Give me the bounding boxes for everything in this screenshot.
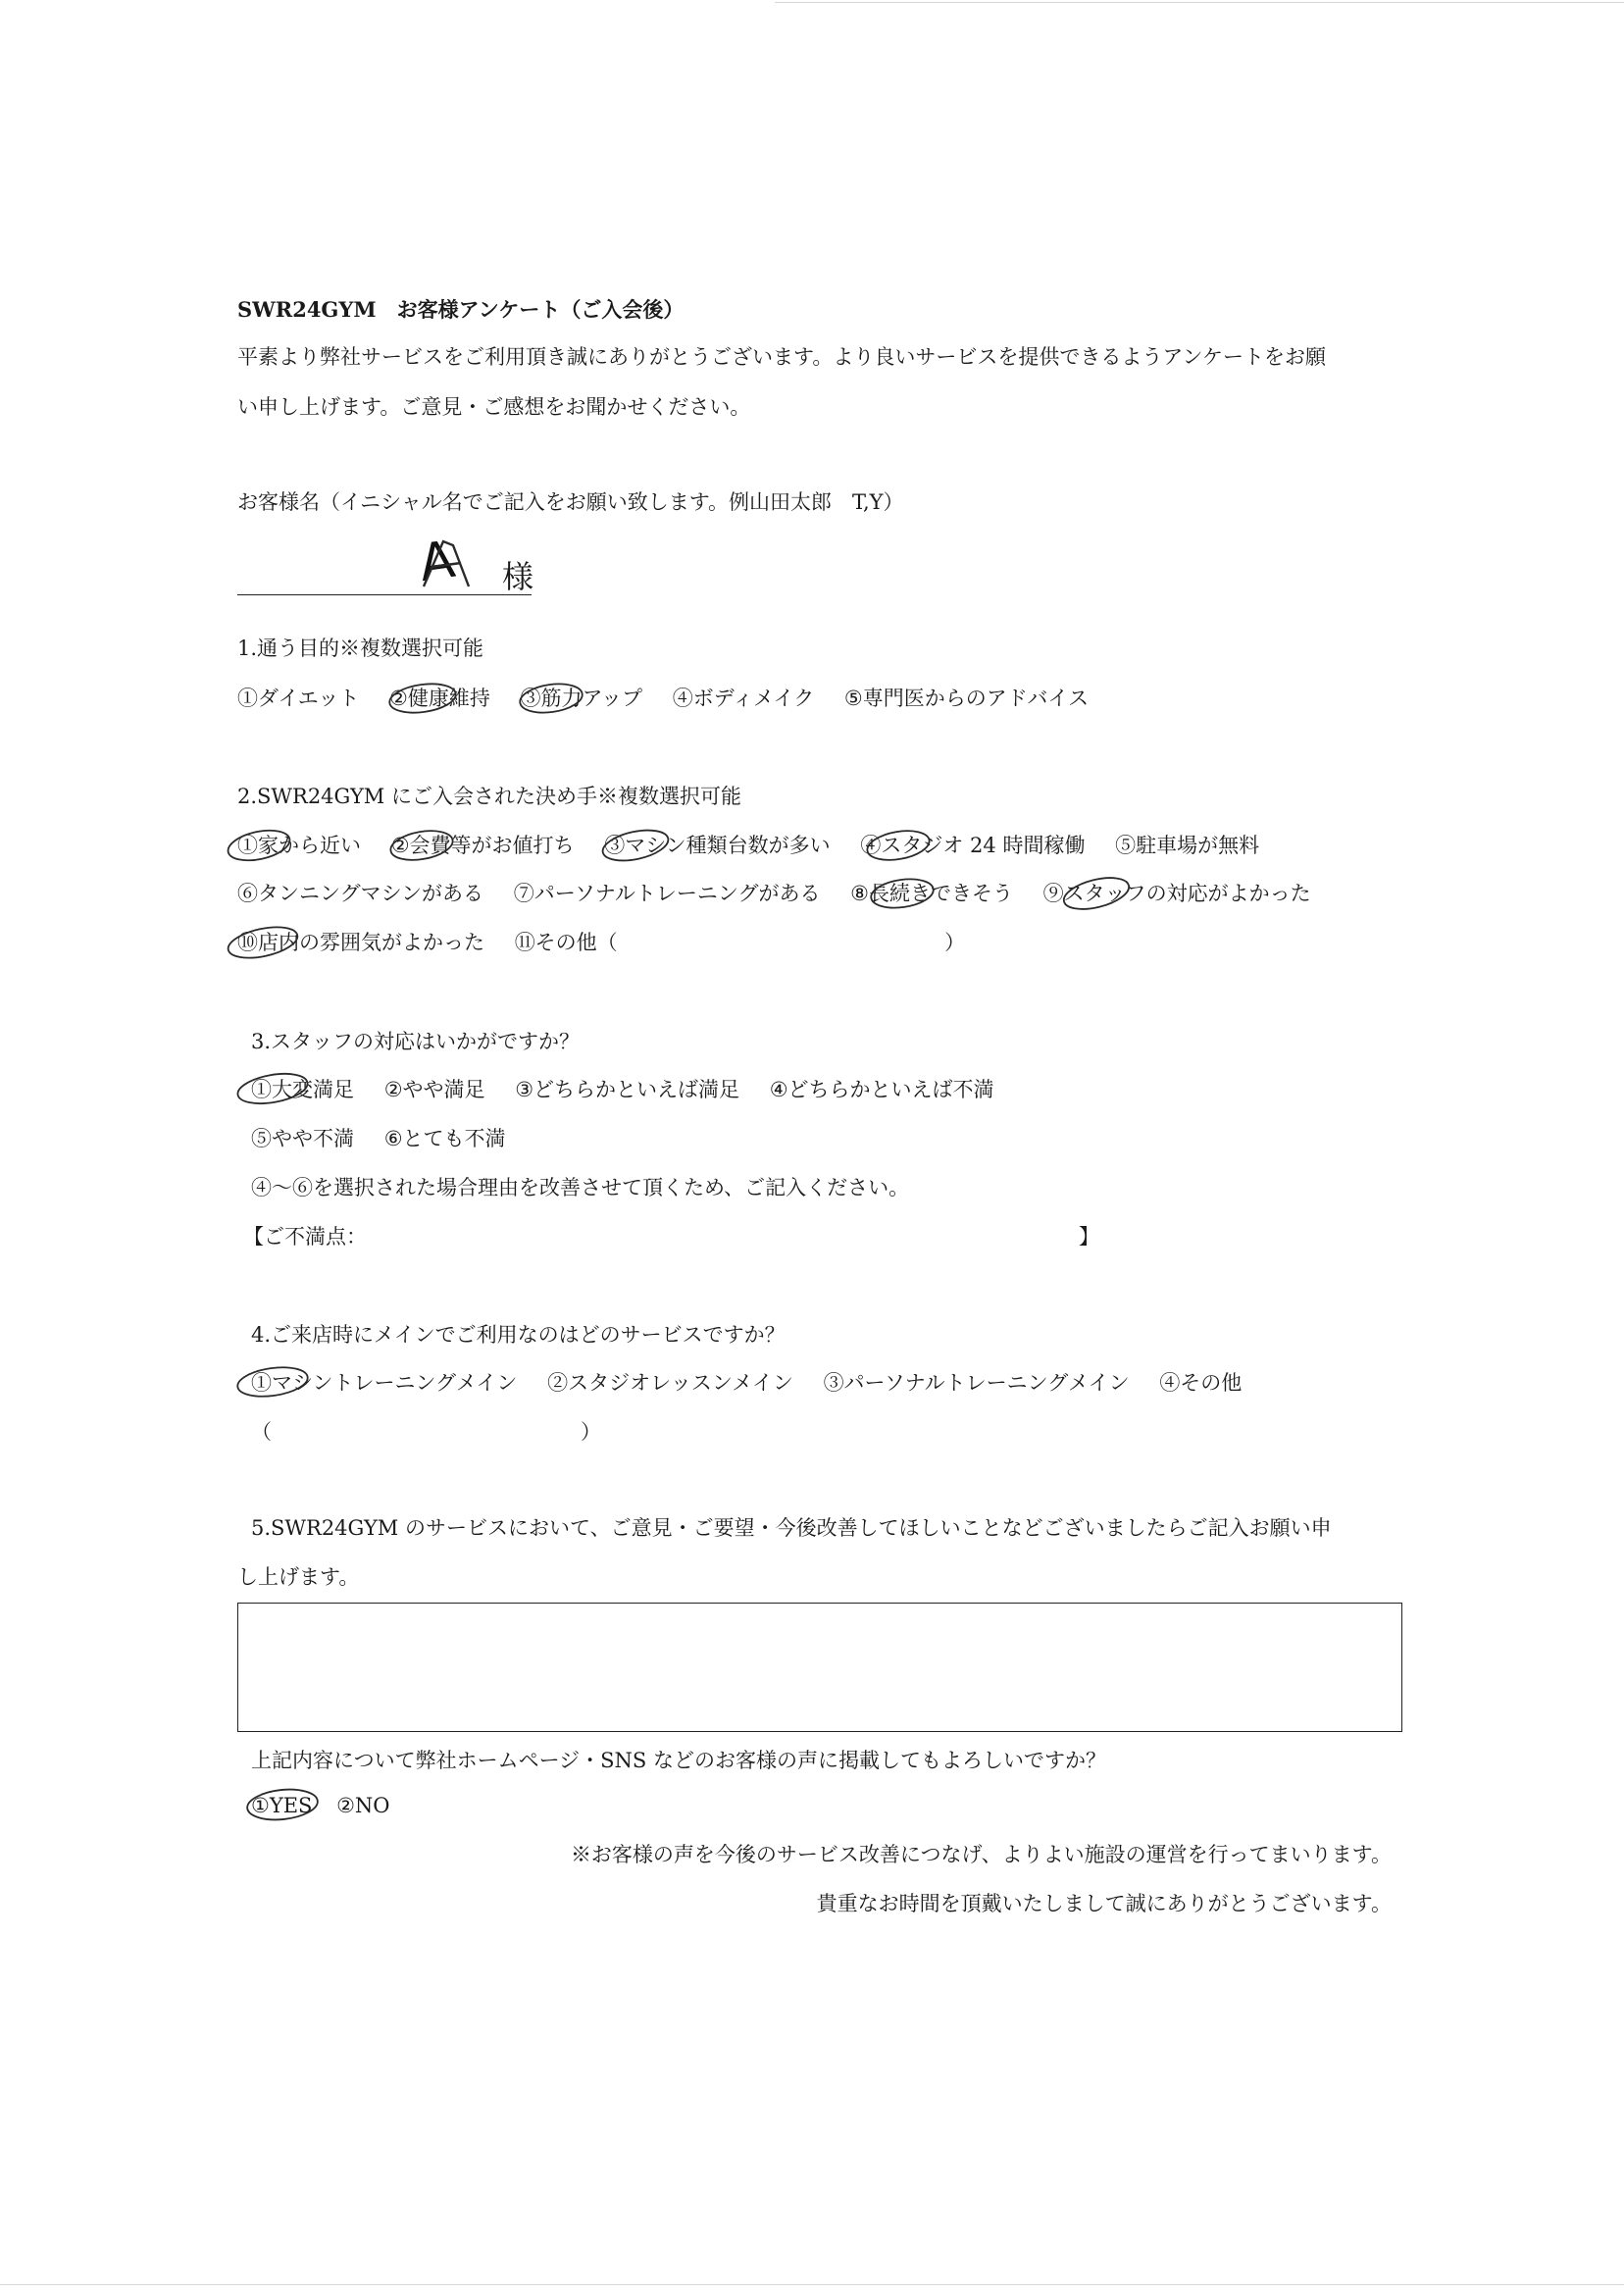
q2-option-1[interactable]: ①家から近い	[237, 834, 361, 857]
q2-option-4[interactable]: ④スタジオ 24 時間稼働	[860, 834, 1086, 857]
q3-complaint-close: 】	[1079, 1225, 1099, 1249]
q2-row-2	[237, 884, 1311, 904]
q3-question: 3.スタッフの対応はいかがですか？	[251, 1030, 581, 1053]
publish-options	[251, 1796, 390, 1816]
q3-note: ④～⑥を選択された場合理由を改善させて頂くため、ご記入ください。	[251, 1176, 910, 1199]
q3-complaint-open: 【ご不満点：	[243, 1225, 367, 1249]
q4-other-open: （	[251, 1420, 272, 1444]
q3-option-1[interactable]: ①大変満足	[251, 1078, 354, 1101]
q3-row-2	[251, 1129, 506, 1149]
q4-option-4[interactable]: ④その他	[1159, 1371, 1243, 1395]
q3-option-4[interactable]: ④どちらかといえば不満	[769, 1078, 994, 1101]
q2-option-7[interactable]: ⑦パーソナルトレーニングがある	[513, 882, 821, 905]
q5-question-line-2: し上げます。	[237, 1565, 360, 1589]
q1-option-5[interactable]: ⑤専門医からのアドバイス	[843, 687, 1090, 710]
q1-options	[237, 688, 1089, 709]
customer-name-label: お客様名（イニシャル名でご記入をお願い致します。例山田太郎 T,Y）	[237, 490, 904, 514]
q4-options	[251, 1373, 1242, 1394]
intro-line-2: い申し上げます。ご意見・ご感想をお聞かせください。	[237, 395, 751, 419]
q1-option-1[interactable]: ①ダイエット	[237, 687, 360, 710]
publish-option-no[interactable]: ②NO	[336, 1794, 390, 1817]
q3-option-5[interactable]: ⑤やや不満	[251, 1127, 354, 1150]
customer-initial-handwritten[interactable]: A	[415, 530, 459, 594]
q2-option-3[interactable]: ③マシン種類台数が多い	[604, 834, 831, 857]
q2-option-9[interactable]: ⑨スタッフの対応がよかった	[1042, 882, 1311, 905]
q4-question: 4.ご来店時にメインでご利用なのはどのサービスですか？	[251, 1323, 786, 1347]
q4-option-3[interactable]: ③パーソナルトレーニングメイン	[823, 1371, 1130, 1395]
customer-suffix: 様	[502, 558, 534, 595]
q2-other-close: ）	[944, 931, 966, 954]
q3-row-1	[251, 1080, 994, 1100]
q1-option-4[interactable]: ④ボディメイク	[672, 687, 815, 710]
intro-line-1: 平素より弊社サービスをご利用頂き誠にありがとうございます。より良いサービスを提供できるようアンケートをお願	[237, 345, 1327, 369]
q3-option-3[interactable]: ③どちらかといえば満足	[515, 1078, 740, 1101]
closing-line-1: ※お客様の声を今後のサービス改善につなげ、よりよい施設の運営を行ってまいります。	[570, 1843, 1392, 1866]
customer-name-underline	[237, 594, 532, 595]
q4-option-1[interactable]: ①マシントレーニングメイン	[251, 1371, 518, 1395]
q5-answer-box[interactable]	[237, 1603, 1402, 1732]
q2-row-3	[237, 933, 965, 953]
publish-question: 上記内容について弊社ホームページ・SNS などのお客様の声に掲載してもよろしいですか？	[251, 1749, 1106, 1772]
q2-option-6[interactable]: ⑥タンニングマシンがある	[237, 882, 484, 905]
q1-option-3[interactable]: ③筋力アップ	[520, 687, 643, 710]
q1-question: 1.通う目的※複数選択可能	[237, 637, 484, 660]
survey-title: SWR24GYM お客様アンケート（ご入会後）	[237, 297, 685, 322]
q2-option-11[interactable]: ⑪その他（	[514, 931, 618, 954]
q2-question: 2.SWR24GYM にご入会された決め手※複数選択可能	[237, 785, 741, 808]
scan-edge-bottom	[0, 2284, 1624, 2285]
q2-option-5[interactable]: ⑤駐車場が無料	[1115, 834, 1260, 857]
q2-row-1	[237, 836, 1259, 856]
q2-option-8[interactable]: ⑧長続きできそう	[850, 882, 1013, 905]
q4-option-2[interactable]: ②スタジオレッスンメイン	[547, 1371, 793, 1395]
q1-option-2[interactable]: ②健康維持	[389, 687, 490, 710]
scan-edge-top	[775, 2, 1624, 3]
q3-option-6[interactable]: ⑥とても不満	[383, 1127, 506, 1150]
q5-question-line-1: 5.SWR24GYM のサービスにおいて、ご意見・ご要望・今後改善してほしいことなどございましたらご記入お願い申	[251, 1516, 1332, 1540]
q2-option-10[interactable]: ⑩店内の雰囲気がよかった	[237, 931, 484, 954]
publish-option-yes[interactable]: ①YES	[251, 1794, 313, 1817]
closing-line-2: 貴重なお時間を頂戴いたしまして誠にありがとうございます。	[816, 1892, 1392, 1915]
q3-option-2[interactable]: ②やや満足	[383, 1078, 485, 1101]
q4-other-close: ）	[581, 1420, 601, 1444]
q2-option-2[interactable]: ②会費等がお値打ち	[390, 834, 575, 857]
